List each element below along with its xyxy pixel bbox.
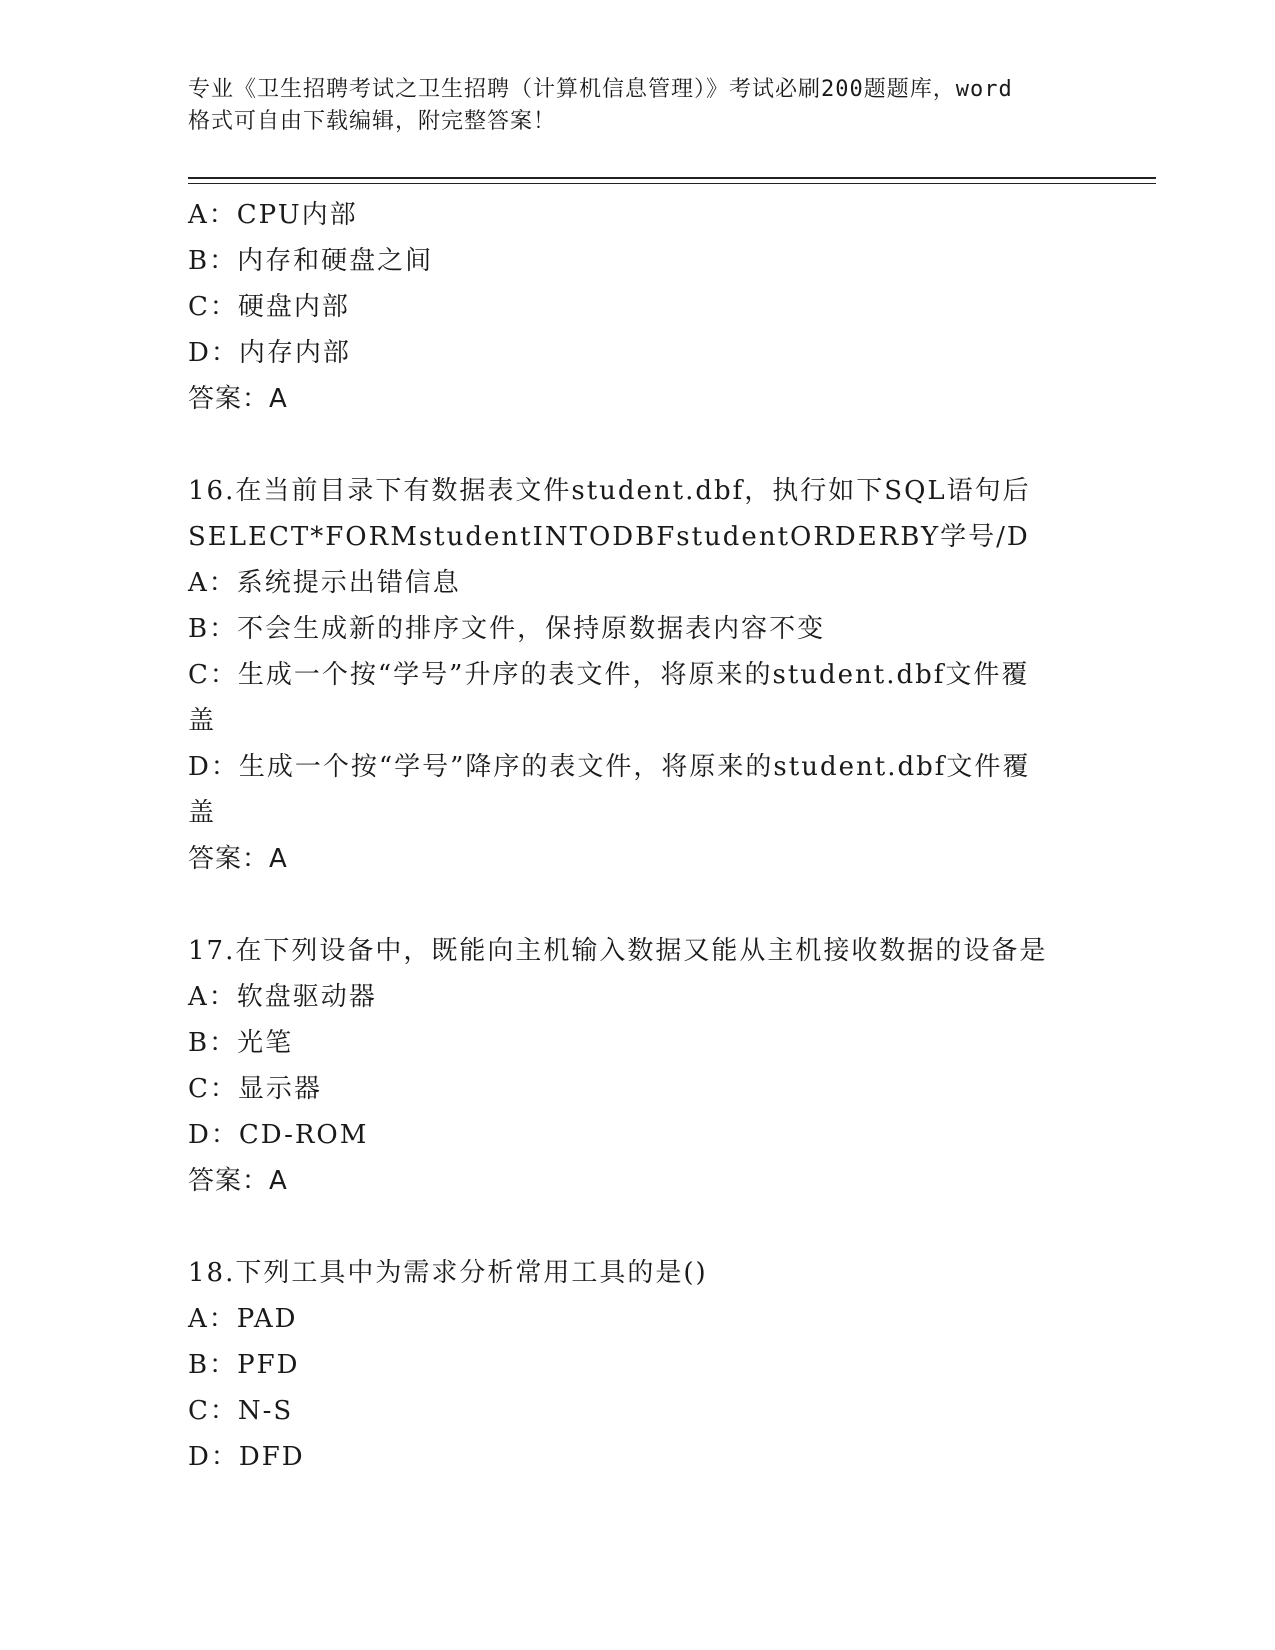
option-a: A：系统提示出错信息 xyxy=(188,568,461,598)
header-divider-thin xyxy=(188,183,1156,184)
question-stem-continued: SELECT*FORMstudentINTODBFstudentORDERBY学号/D xyxy=(188,522,1030,552)
option-c: C：N-S xyxy=(188,1396,294,1426)
answer-label: 答案：A xyxy=(188,844,288,874)
option-c: C：显示器 xyxy=(188,1074,322,1104)
header-line-1: 专业《卫生招聘考试之卫生招聘（计算机信息管理）》考试必刷200题题库，word xyxy=(188,77,1013,102)
answer-label: 答案：A xyxy=(188,1166,288,1196)
header-line-2: 格式可自由下载编辑，附完整答案！ xyxy=(188,109,557,134)
spacer xyxy=(188,1204,1088,1250)
option-a: A：PAD xyxy=(188,1304,298,1334)
spacer xyxy=(188,882,1088,928)
option-d: D：生成一个按“学号”降序的表文件，将原来的student.dbf文件覆 xyxy=(188,752,1031,782)
question-15-options xyxy=(188,192,1088,422)
option-d: D：CD-ROM xyxy=(188,1120,369,1150)
option-d: D：内存内部 xyxy=(188,338,351,368)
option-c: C：硬盘内部 xyxy=(188,292,350,322)
question-16 xyxy=(188,468,1088,882)
option-b: B：光笔 xyxy=(188,1028,294,1058)
option-c-continued: 盖 xyxy=(188,706,217,736)
question-list xyxy=(188,192,1088,1480)
option-d: D：DFD xyxy=(188,1442,305,1472)
question-17 xyxy=(188,928,1088,1204)
answer-label: 答案：A xyxy=(188,384,288,414)
option-c: C：生成一个按“学号”升序的表文件，将原来的student.dbf文件覆 xyxy=(188,660,1030,690)
document-header xyxy=(188,74,1088,138)
question-18 xyxy=(188,1250,1088,1480)
option-a: A：CPU内部 xyxy=(188,200,358,230)
question-stem: 18.下列工具中为需求分析常用工具的是() xyxy=(188,1258,708,1288)
option-d-continued: 盖 xyxy=(188,798,217,828)
option-a: A：软盘驱动器 xyxy=(188,982,377,1012)
option-b: B：内存和硬盘之间 xyxy=(188,246,434,276)
option-b: B：不会生成新的排序文件，保持原数据表内容不变 xyxy=(188,614,826,644)
spacer xyxy=(188,422,1088,468)
option-b: B：PFD xyxy=(188,1350,300,1380)
question-stem: 17.在下列设备中，既能向主机输入数据又能从主机接收数据的设备是 xyxy=(188,936,1048,966)
question-stem: 16.在当前目录下有数据表文件student.dbf，执行如下SQL语句后 xyxy=(188,476,1031,506)
header-divider-thick xyxy=(188,177,1156,179)
